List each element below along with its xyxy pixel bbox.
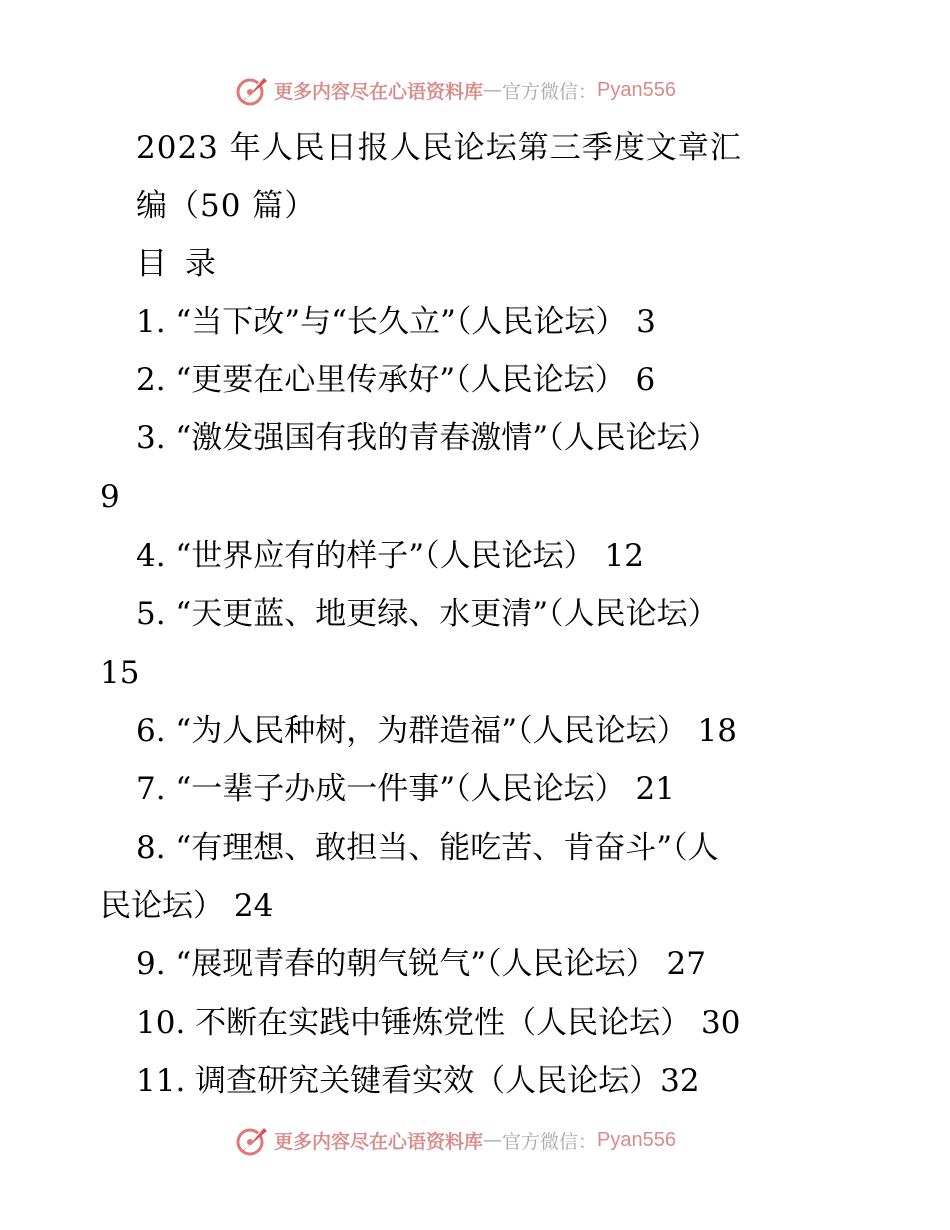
watermark-separator: — bbox=[483, 79, 503, 101]
toc-line: 5. “天更蓝、地更绿、水更清”（人民论坛） bbox=[136, 596, 719, 632]
toc-line: 9. “展现青春的朝气锐气”（人民论坛） 27 bbox=[136, 946, 706, 982]
toc-line: 15 bbox=[100, 655, 140, 691]
toc-line: 8. “有理想、敢担当、能吃苦、肯奋斗”（人 bbox=[136, 830, 719, 866]
footer-watermark bbox=[234, 1120, 676, 1160]
toc-heading: 目 录 bbox=[136, 246, 220, 282]
toc-line: 10. 不断在实践中锤炼党性（人民论坛） 30 bbox=[136, 1005, 741, 1041]
toc-line: 民论坛） 24 bbox=[100, 888, 274, 924]
toc-line: 1. “当下改”与“长久立”（人民论坛） 3 bbox=[136, 304, 656, 340]
watermark-label: 官方微信： bbox=[502, 1130, 598, 1153]
toc-line: 7. “一辈子办成一件事”（人民论坛） 21 bbox=[136, 771, 675, 807]
toc-line: 2. “更要在心里传承好”（人民论坛） 6 bbox=[136, 362, 656, 398]
watermark-wechat-id: Pyan556 bbox=[597, 78, 676, 101]
toc-line: 4. “世界应有的样子”（人民论坛） 12 bbox=[136, 538, 644, 574]
toc-line: 6. “为人民种树，为群造福”（人民论坛） 18 bbox=[136, 713, 737, 749]
watermark-wechat-id: Pyan556 bbox=[597, 1128, 676, 1151]
toc-line: 3. “激发强国有我的青春激情”（人民论坛） bbox=[136, 420, 719, 456]
header-watermark bbox=[234, 70, 676, 110]
watermark-site: 更多内容尽在心语资料库 bbox=[274, 80, 484, 103]
document-title-line-2: 编（50 篇） bbox=[136, 188, 317, 224]
toc-line: 9 bbox=[100, 479, 120, 515]
watermark-label: 官方微信： bbox=[502, 80, 598, 103]
watermark-separator: — bbox=[483, 1129, 503, 1151]
quill-logo-icon bbox=[234, 72, 270, 108]
quill-logo-icon bbox=[234, 1122, 270, 1158]
watermark-site: 更多内容尽在心语资料库 bbox=[274, 1130, 484, 1153]
document-title-line-1: 2023 年人民日报人民论坛第三季度文章汇 bbox=[136, 130, 742, 166]
toc-line: 11. 调查研究关键看实效（人民论坛）32 bbox=[136, 1063, 700, 1099]
